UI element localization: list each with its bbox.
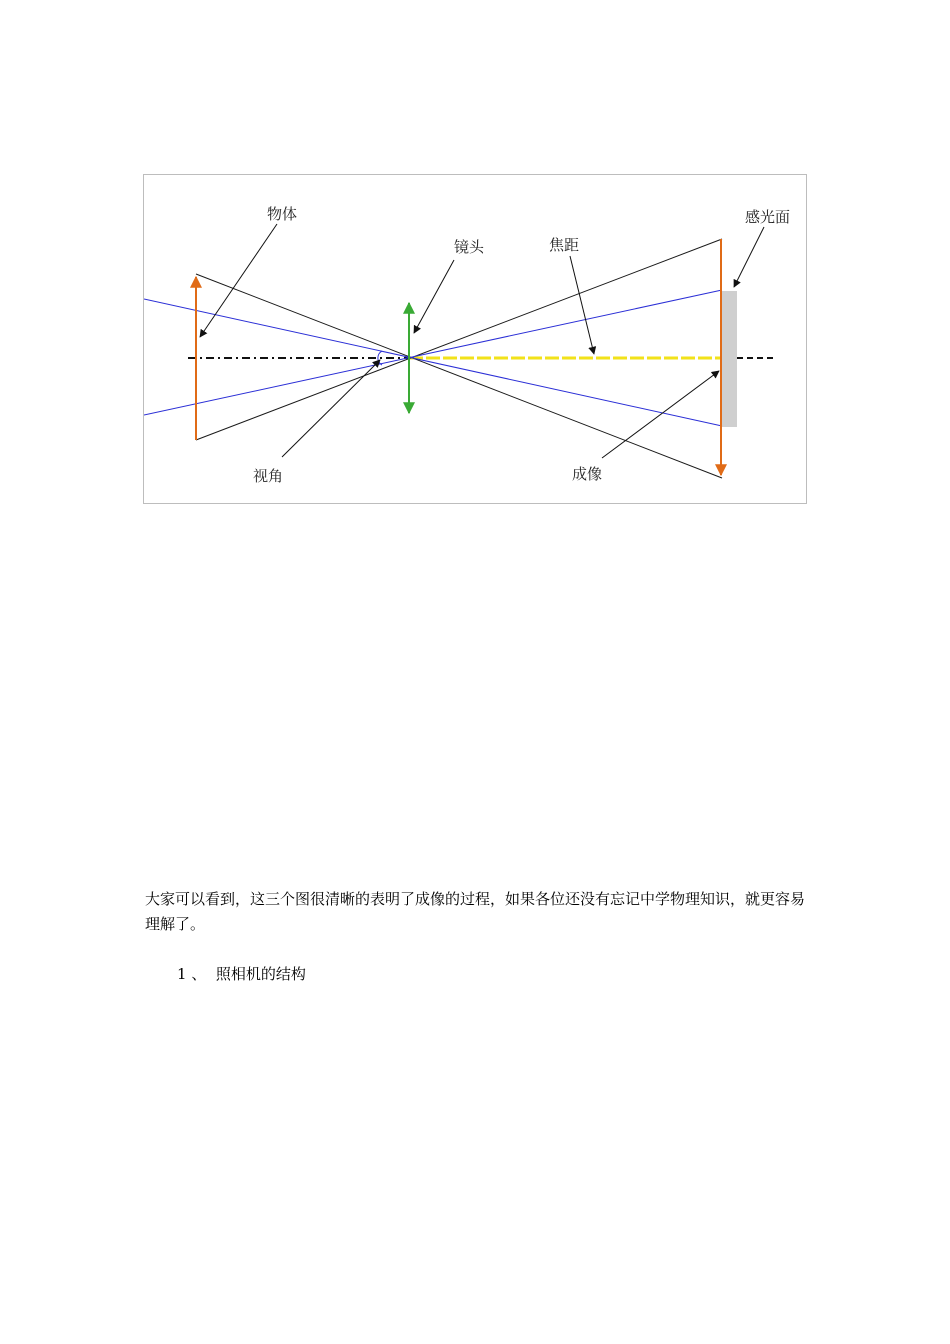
pointer-focal [570,256,594,354]
ray-blue-bottom [144,290,722,415]
optics-diagram-svg [144,175,807,504]
sensor-plate [721,291,737,427]
label-view-angle: 视角 [253,467,284,485]
label-sensor: 感光面 [745,208,791,226]
section-number: 1 [177,965,187,983]
optics-diagram [143,174,807,504]
label-lens: 镜头 [454,238,485,256]
label-focal-length: 焦距 [549,236,580,254]
body-paragraph: 大家可以看到，这三个图很清晰的表明了成像的过程，如果各位还没有忘记中学物理知识，就更容易理解了。 [145,890,806,933]
section-heading [177,962,306,987]
ray-blue-top [144,299,722,426]
label-image: 成像 [572,465,603,483]
pointer-lens [414,260,454,333]
ray-black-bottom [196,239,722,440]
label-object: 物体 [267,205,298,223]
pointer-image [602,371,719,458]
ray-black-top [196,274,722,478]
section-title: 照相机的结构 [215,965,306,983]
section-separator: 、 [191,965,207,983]
pointer-sensor [734,227,764,287]
